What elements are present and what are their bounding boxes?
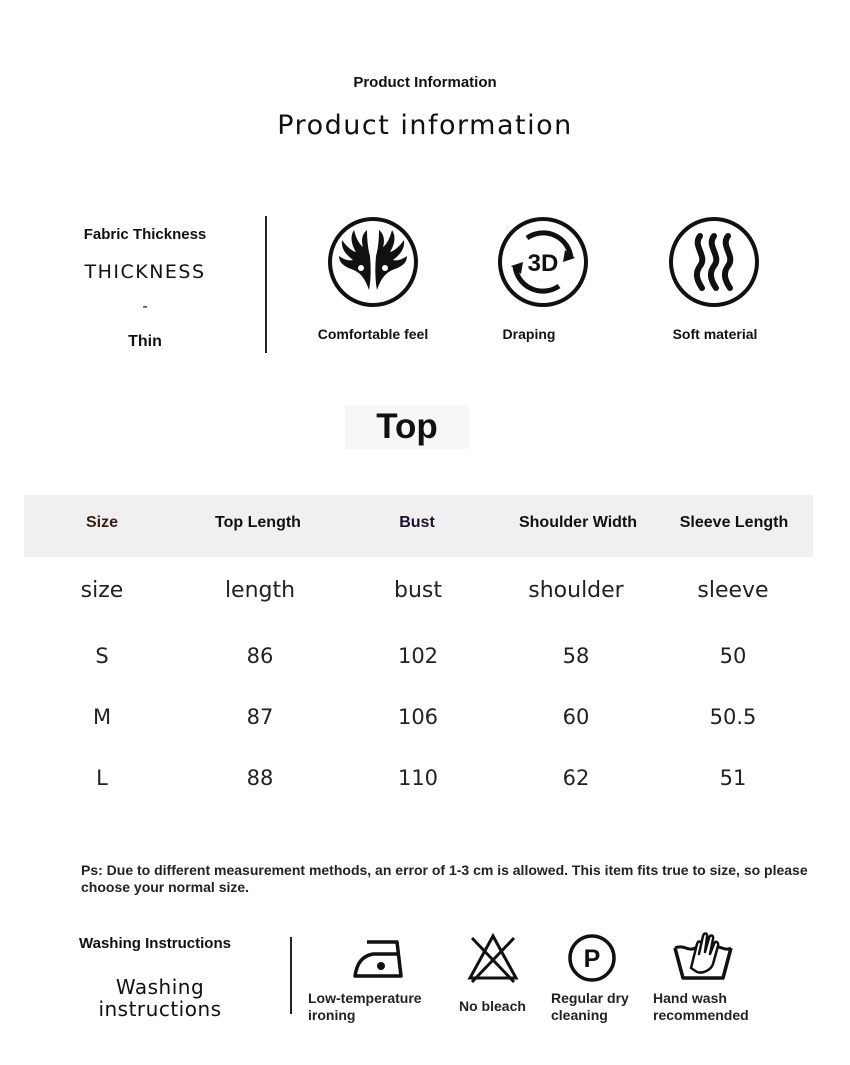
care-label-iron: Low-temperature ironing [308,990,422,1023]
feature-label-draping: Draping [502,326,556,342]
table-key-size: size [80,578,124,603]
table-cell: L [96,766,108,790]
iron-icon [353,934,407,988]
page-title: Product information [277,110,573,141]
table-key-length: length [224,578,296,603]
care-label-dry-clean: Regular dry cleaning [551,990,629,1023]
hands-icon [327,216,419,308]
washing-word-line1: Washing [115,975,205,999]
svg-text:P: P [583,945,601,973]
thickness-dash: - [142,298,148,315]
table-cell: 102 [397,644,439,668]
feature-label-comfortable: Comfortable feel [317,326,429,342]
table-header-sleeve: Sleeve Length [679,514,789,531]
table-cell: 87 [246,705,274,729]
table-cell: 50.5 [709,705,757,729]
waves-icon [668,216,760,308]
table-header-length: Top Length [215,514,301,531]
3d-rotate-icon [497,216,589,308]
table-cell: 58 [562,644,590,668]
divider [290,937,292,1014]
table-cell: 106 [397,705,439,729]
table-cell: 110 [397,766,439,790]
table-cell: 50 [719,644,747,668]
thickness-value: Thin [128,333,162,350]
divider [265,216,267,353]
table-cell: S [95,644,109,668]
table-cell: 62 [562,766,590,790]
washing-word [70,976,250,1020]
washing-word-line2: instructions [98,997,222,1021]
size-note: Ps: Due to different measurement methods, an error of 1-3 cm is allowed. This item fits true to size, so please choose your normal size. [81,862,808,895]
no-bleach-icon [466,932,520,986]
table-header-size: Size [85,514,118,531]
fabric-thickness-label: Fabric Thickness [83,226,207,243]
table-key-shoulder: shoulder [528,578,624,603]
table-key-bust: bust [394,578,442,603]
table-header-shoulder: Shoulder Width [518,514,638,531]
dry-clean-icon [567,933,621,987]
feature-label-soft: Soft material [672,326,758,342]
hand-wash-icon [673,930,727,984]
care-label-hand-wash: Hand wash recommended [653,990,749,1023]
table-cell: M [92,705,112,729]
thickness-word: THICKNESS [84,261,206,283]
svg-text:3D: 3D [527,250,559,277]
table-cell: 86 [246,644,274,668]
washing-instructions-label: Washing Instructions [79,935,231,952]
table-header-bust: Bust [399,514,435,531]
table-cell: 51 [719,766,747,790]
table-cell: 88 [246,766,274,790]
page-subtitle: Product Information [353,74,497,91]
table-cell: 60 [562,705,590,729]
section-title: Top [345,405,469,449]
care-label-no-bleach: No bleach [459,998,526,1014]
table-key-sleeve: sleeve [697,578,769,603]
